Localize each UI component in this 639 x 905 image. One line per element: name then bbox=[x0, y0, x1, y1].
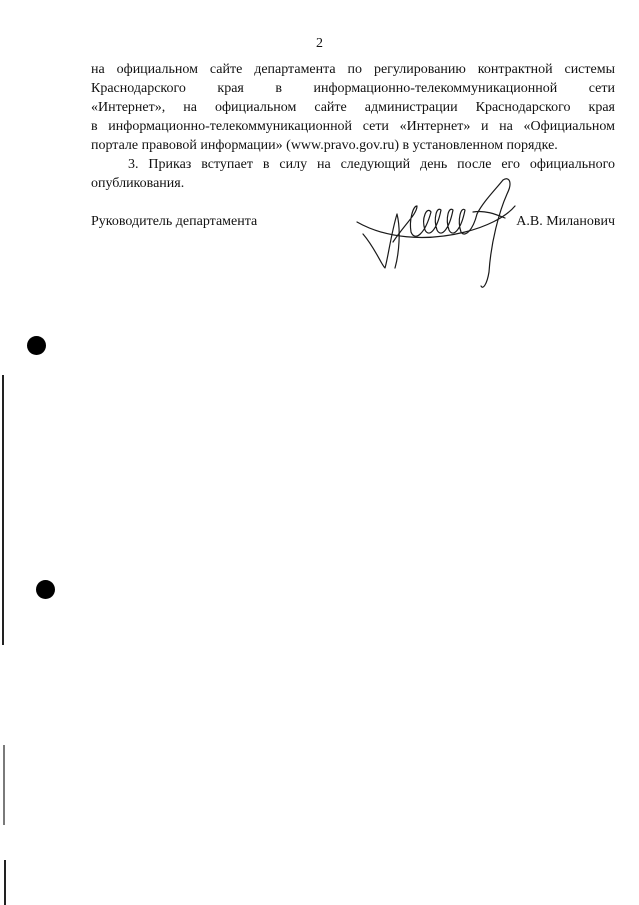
handwritten-signature-icon bbox=[355, 172, 530, 292]
item-3-line: опубликования. bbox=[91, 176, 185, 191]
paragraph-line: в информационно-телекоммуникационной сети «Интернет» и на «Официальном bbox=[91, 119, 615, 134]
signatory-title: Руководитель департамента bbox=[91, 214, 258, 229]
scan-edge-line bbox=[2, 375, 4, 645]
document-body bbox=[91, 60, 615, 193]
paragraph-line: портале правовой информации» (www.pravo.gov.ru) в установленном порядке. bbox=[91, 138, 558, 153]
paragraph-line: на официальном сайте департамента по регулированию контрактной системы bbox=[91, 62, 615, 77]
scan-edge-line bbox=[3, 745, 5, 825]
scan-edge-line bbox=[4, 860, 6, 905]
punch-hole-mark bbox=[36, 580, 55, 599]
punch-hole-mark bbox=[27, 336, 46, 355]
paragraph-line: «Интернет», на официальном сайте администрации Краснодарского края bbox=[91, 100, 615, 115]
paragraph-line: Краснодарского края в информационно-телекоммуникационной сети bbox=[91, 81, 615, 96]
page-number: 2 bbox=[316, 36, 323, 51]
signatory-name: А.В. Миланович bbox=[516, 214, 615, 229]
item-3-line: 3. Приказ вступает в силу на следующий день после его официального bbox=[128, 157, 615, 172]
